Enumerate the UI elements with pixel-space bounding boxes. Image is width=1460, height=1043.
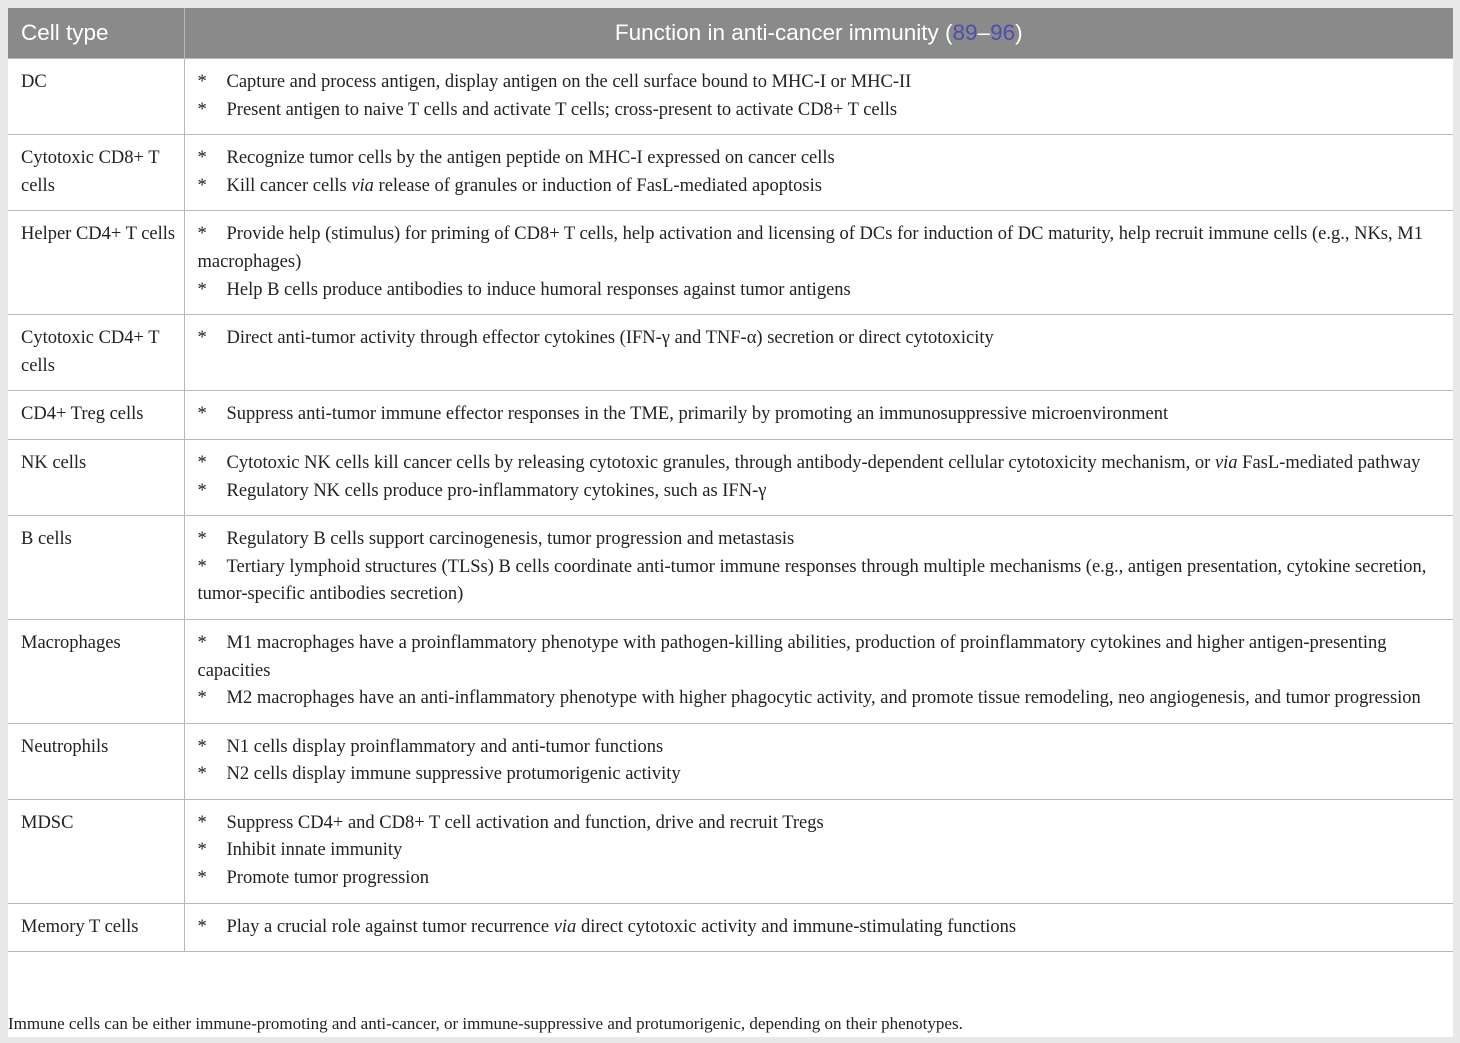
- table-row: [8, 799, 1453, 903]
- cell-type-name: CD4+ Treg cells: [8, 391, 184, 440]
- function-bullet: [198, 761, 1444, 789]
- function-bullet: [198, 221, 1444, 276]
- table-page: [8, 8, 1453, 1037]
- function-bullet: [198, 277, 1444, 305]
- function-bullet: [198, 97, 1444, 125]
- cell-function: [184, 903, 1453, 952]
- bullet-text: Recognize tumor cells by the antigen peptide on MHC-I expressed on cancer cells: [226, 148, 835, 169]
- bullet-text: Help B cells produce antibodies to induce humoral responses against tumor antigens: [226, 279, 851, 300]
- function-bullet: [198, 526, 1444, 554]
- function-bullet: [198, 325, 1444, 353]
- bullet-text: release of granules or induction of FasL-mediated apoptosis: [373, 175, 822, 196]
- cell-function: [184, 391, 1453, 440]
- function-bullet: [198, 478, 1444, 506]
- reference-link-end[interactable]: 96: [990, 20, 1016, 45]
- table-row: [8, 315, 1453, 391]
- bullet-text: Suppress anti-tumor immune effector responses in the TME, primarily by promoting an immunosuppressive microenvironment: [226, 404, 1169, 425]
- cell-type-name: MDSC: [8, 799, 184, 903]
- bullet-text: N2 cells display immune suppressive protumorigenic activity: [226, 764, 681, 785]
- bullet-marker: *: [197, 812, 207, 833]
- function-bullet: [198, 837, 1444, 865]
- immune-cells-table: [8, 8, 1453, 952]
- bullet-text: Kill cancer cells: [226, 175, 352, 196]
- function-bullet: [198, 734, 1444, 762]
- bullet-text: Capture and process antigen, display antigen on the cell surface bound to MHC-I or MHC-II: [226, 72, 912, 92]
- cell-function: [184, 211, 1453, 315]
- bullet-marker: *: [197, 868, 207, 889]
- bullet-marker: *: [197, 99, 207, 120]
- cell-function: [184, 619, 1453, 723]
- function-bullet: [198, 914, 1444, 942]
- cell-type-name: DC: [8, 59, 184, 135]
- function-bullet: [198, 554, 1444, 609]
- bullet-marker: *: [197, 279, 207, 300]
- header-function-suffix: ): [1015, 20, 1023, 45]
- header-ref-dash: –: [977, 20, 991, 45]
- cell-function: [184, 723, 1453, 799]
- bullet-text: Regulatory NK cells produce pro-inflammatory cytokines, such as IFN-γ: [226, 480, 767, 501]
- bullet-marker: *: [197, 840, 207, 861]
- bullet-marker: *: [197, 736, 207, 757]
- bullet-text: Present antigen to naive T cells and activate T cells; cross-present to activate CD8+ T cells: [226, 99, 898, 120]
- bullet-marker: *: [197, 224, 207, 245]
- bullet-marker: *: [197, 688, 207, 709]
- bullet-text: Tertiary lymphoid structures (TLSs) B cells coordinate anti-tumor immune responses through multiple mechanisms (e.g., antigen presentation, cytokine secretion, tumor-specific antibodies secretion): [197, 556, 1427, 605]
- cell-function: [184, 799, 1453, 903]
- bullet-marker: *: [197, 404, 207, 425]
- bullet-text: Provide help (stimulus) for priming of CD8+ T cells, help activation and licensing of DCs for induction of DC maturity, help recruit immune cells (e.g., NKs, M1 macrophages): [197, 224, 1423, 272]
- function-bullet: [198, 685, 1444, 713]
- function-bullet: [198, 865, 1444, 893]
- function-bullet: [198, 145, 1444, 173]
- table-row: [8, 723, 1453, 799]
- function-bullet: [198, 630, 1444, 685]
- table-footnote: Immune cells can be either immune-promoting and anti-cancer, or immune-suppressive and protumorigenic, depending on their phenotypes.: [8, 1014, 963, 1033]
- bullet-italic-text: via: [1214, 452, 1238, 473]
- header-function: [184, 8, 1453, 59]
- cell-type-name: Neutrophils: [8, 723, 184, 799]
- cell-type-name: Helper CD4+ T cells: [8, 211, 184, 315]
- bullet-marker: *: [197, 328, 207, 349]
- table-header-row: [8, 8, 1453, 59]
- table-row: [8, 516, 1453, 620]
- cell-type-name: B cells: [8, 516, 184, 620]
- table-row: [8, 211, 1453, 315]
- table-row: [8, 135, 1453, 211]
- bullet-italic-text: via: [351, 175, 374, 196]
- bullet-text: Cytotoxic NK cells kill cancer cells by releasing cytotoxic granules, through antibody-dependent cellular cytotoxicity mechanism, or: [226, 452, 1215, 473]
- cell-function: [184, 135, 1453, 211]
- cell-type-name: Cytotoxic CD8+ T cells: [8, 135, 184, 211]
- bullet-text: Regulatory B cells support carcinogenesis, tumor progression and metastasis: [226, 529, 795, 550]
- bullet-marker: *: [197, 632, 207, 653]
- bullet-marker: *: [197, 72, 207, 92]
- bullet-marker: *: [197, 764, 207, 785]
- bullet-text: FasL-mediated pathway: [1237, 452, 1421, 473]
- bullet-marker: *: [197, 916, 207, 937]
- bullet-text: M1 macrophages have a proinflammatory phenotype with pathogen-killing abilities, production of proinflammatory cytokines and higher antigen-presenting capacities: [197, 632, 1387, 681]
- function-bullet: [198, 69, 1444, 97]
- cell-function: [184, 315, 1453, 391]
- bullet-text: Suppress CD4+ and CD8+ T cell activation and function, drive and recruit Tregs: [226, 812, 824, 833]
- bullet-text: Inhibit innate immunity: [226, 840, 403, 861]
- cell-type-name: Cytotoxic CD4+ T cells: [8, 315, 184, 391]
- bullet-text: Direct anti-tumor activity through effector cytokines (IFN-γ and TNF-α) secretion or direct cytotoxicity: [226, 328, 994, 349]
- bullet-marker: *: [197, 529, 207, 550]
- table-row: [8, 59, 1453, 135]
- table-row: [8, 439, 1453, 515]
- function-bullet: [198, 450, 1444, 478]
- bullet-marker: *: [197, 175, 207, 196]
- bullet-marker: *: [197, 480, 207, 501]
- cell-function: [184, 439, 1453, 515]
- function-bullet: [198, 173, 1444, 201]
- table-row: [8, 619, 1453, 723]
- reference-link-start[interactable]: 89: [952, 20, 978, 45]
- bullet-text: N1 cells display proinflammatory and anti-tumor functions: [226, 736, 664, 757]
- function-bullet: [198, 810, 1444, 838]
- cell-function: [184, 59, 1453, 135]
- table-row: [8, 391, 1453, 440]
- cell-type-name: Macrophages: [8, 619, 184, 723]
- bullet-marker: *: [197, 452, 207, 473]
- cell-type-name: Memory T cells: [8, 903, 184, 952]
- bullet-text: M2 macrophages have an anti-inflammatory phenotype with higher phagocytic activity, and promote tissue remodeling, neo angiogenesis, and tumor progression: [226, 688, 1421, 709]
- cell-type-name: NK cells: [8, 439, 184, 515]
- bullet-text: direct cytotoxic activity and immune-stimulating functions: [576, 916, 1017, 937]
- cell-function: [184, 516, 1453, 620]
- bullet-marker: *: [197, 556, 207, 577]
- bullet-italic-text: via: [553, 916, 577, 937]
- function-bullet: [198, 401, 1444, 429]
- bullet-text: Play a crucial role against tumor recurrence: [226, 916, 554, 937]
- bullet-marker: *: [197, 148, 207, 169]
- table-row: [8, 903, 1453, 952]
- header-cell-type: Cell type: [8, 8, 184, 59]
- header-function-prefix: Function in anti-cancer immunity (: [614, 20, 953, 45]
- bullet-text: Promote tumor progression: [226, 868, 429, 889]
- table-body: [8, 59, 1453, 952]
